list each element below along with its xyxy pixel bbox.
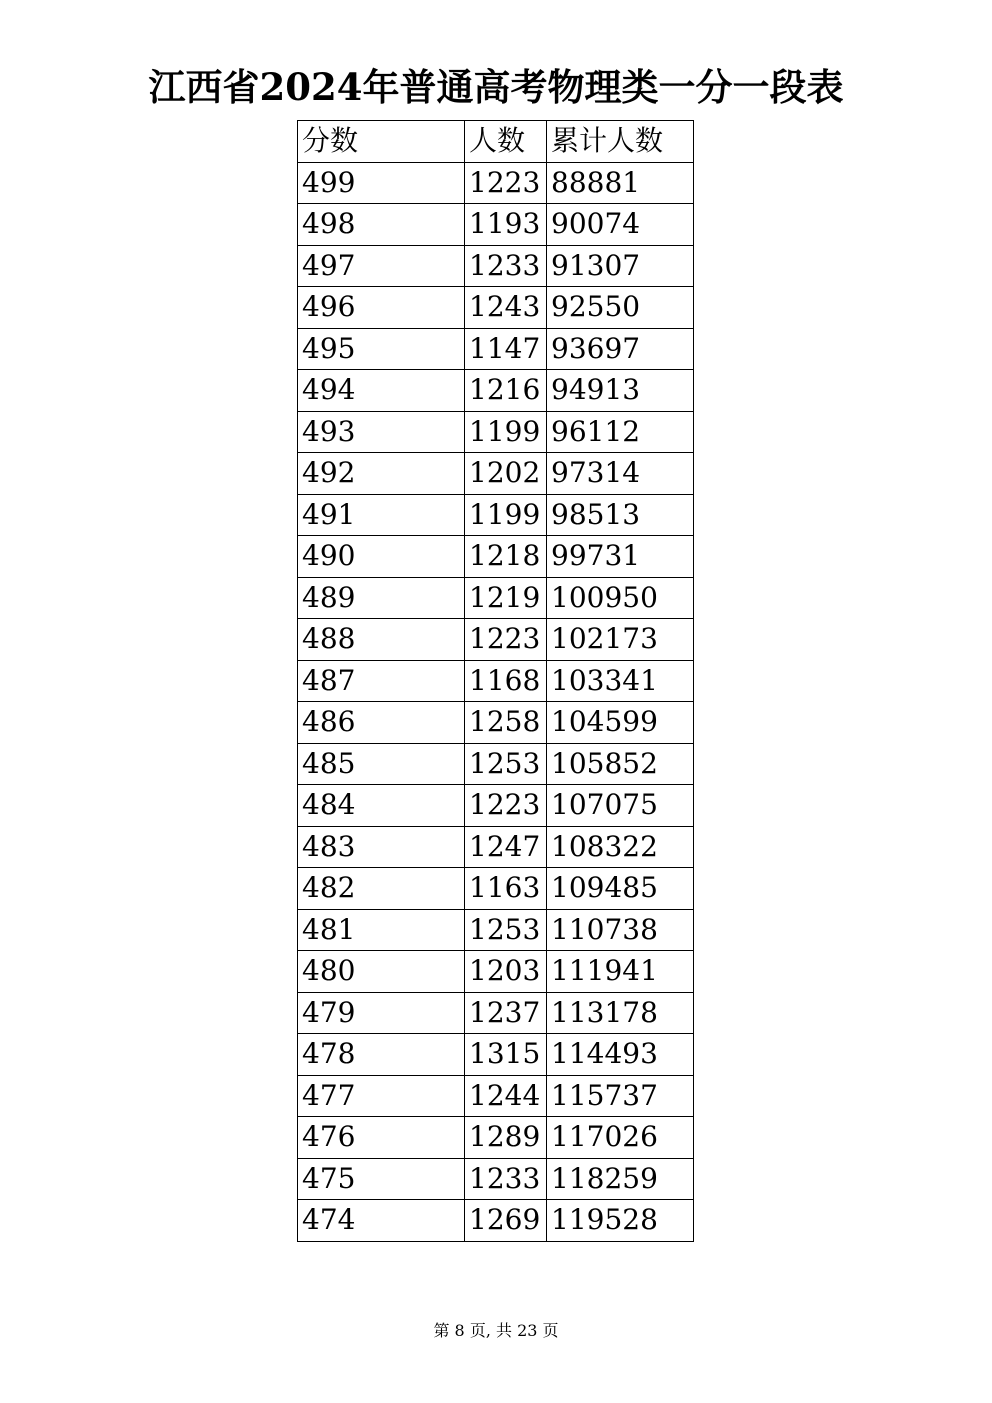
table-row xyxy=(298,494,694,536)
cell-count: 1233 xyxy=(465,1158,547,1200)
cell-cumulative: 91307 xyxy=(547,245,694,287)
cell-count: 1289 xyxy=(465,1117,547,1159)
cell-cumulative: 94913 xyxy=(547,370,694,412)
cell-cumulative: 105852 xyxy=(547,743,694,785)
cell-score: 494 xyxy=(298,370,465,412)
cell-score: 488 xyxy=(298,619,465,661)
table-body xyxy=(298,162,694,1241)
cell-cumulative: 109485 xyxy=(547,868,694,910)
cell-count: 1269 xyxy=(465,1200,547,1242)
table-row xyxy=(298,1158,694,1200)
cell-score: 485 xyxy=(298,743,465,785)
cell-score: 489 xyxy=(298,577,465,619)
cell-cumulative: 92550 xyxy=(547,287,694,329)
cell-cumulative: 108322 xyxy=(547,826,694,868)
cell-score: 480 xyxy=(298,951,465,993)
cell-score: 492 xyxy=(298,453,465,495)
table-row xyxy=(298,660,694,702)
cell-score: 490 xyxy=(298,536,465,578)
cell-cumulative: 110738 xyxy=(547,909,694,951)
cell-cumulative: 103341 xyxy=(547,660,694,702)
cell-score: 497 xyxy=(298,245,465,287)
cell-cumulative: 102173 xyxy=(547,619,694,661)
cell-cumulative: 99731 xyxy=(547,536,694,578)
table-row xyxy=(298,577,694,619)
cell-score: 496 xyxy=(298,287,465,329)
cell-score: 475 xyxy=(298,1158,465,1200)
cell-score: 495 xyxy=(298,328,465,370)
cell-score: 484 xyxy=(298,785,465,827)
table-row xyxy=(298,536,694,578)
table-row xyxy=(298,951,694,993)
cell-cumulative: 114493 xyxy=(547,1034,694,1076)
cell-cumulative: 117026 xyxy=(547,1117,694,1159)
cell-score: 483 xyxy=(298,826,465,868)
cell-count: 1202 xyxy=(465,453,547,495)
table-row xyxy=(298,204,694,246)
cell-score: 498 xyxy=(298,204,465,246)
cell-count: 1163 xyxy=(465,868,547,910)
cell-cumulative: 98513 xyxy=(547,494,694,536)
table-row xyxy=(298,619,694,661)
table-row xyxy=(298,453,694,495)
table-row xyxy=(298,245,694,287)
cell-count: 1199 xyxy=(465,494,547,536)
cell-count: 1147 xyxy=(465,328,547,370)
cell-cumulative: 97314 xyxy=(547,453,694,495)
cell-count: 1216 xyxy=(465,370,547,412)
header-score: 分数 xyxy=(298,121,465,163)
table-row xyxy=(298,743,694,785)
table-row xyxy=(298,370,694,412)
table-row xyxy=(298,328,694,370)
cell-cumulative: 88881 xyxy=(547,162,694,204)
cell-score: 481 xyxy=(298,909,465,951)
cell-count: 1253 xyxy=(465,743,547,785)
cell-cumulative: 104599 xyxy=(547,702,694,744)
cell-score: 479 xyxy=(298,992,465,1034)
cell-cumulative: 93697 xyxy=(547,328,694,370)
table-row xyxy=(298,909,694,951)
table-row xyxy=(298,1034,694,1076)
table-row xyxy=(298,287,694,329)
table-row xyxy=(298,868,694,910)
cell-score: 493 xyxy=(298,411,465,453)
header-cumulative: 累计人数 xyxy=(547,121,694,163)
table-row xyxy=(298,702,694,744)
cell-score: 491 xyxy=(298,494,465,536)
table-row xyxy=(298,1075,694,1117)
table-row xyxy=(298,162,694,204)
table-row xyxy=(298,1117,694,1159)
cell-count: 1237 xyxy=(465,992,547,1034)
cell-count: 1223 xyxy=(465,162,547,204)
cell-cumulative: 90074 xyxy=(547,204,694,246)
cell-count: 1315 xyxy=(465,1034,547,1076)
table-row xyxy=(298,785,694,827)
cell-count: 1233 xyxy=(465,245,547,287)
cell-cumulative: 115737 xyxy=(547,1075,694,1117)
table-row xyxy=(298,411,694,453)
cell-cumulative: 111941 xyxy=(547,951,694,993)
page-footer: 第 8 页, 共 23 页 xyxy=(433,1321,559,1340)
cell-count: 1218 xyxy=(465,536,547,578)
cell-cumulative: 100950 xyxy=(547,577,694,619)
cell-count: 1223 xyxy=(465,785,547,827)
cell-cumulative: 96112 xyxy=(547,411,694,453)
table-row xyxy=(298,1200,694,1242)
cell-count: 1247 xyxy=(465,826,547,868)
cell-count: 1203 xyxy=(465,951,547,993)
cell-count: 1168 xyxy=(465,660,547,702)
cell-score: 477 xyxy=(298,1075,465,1117)
cell-count: 1193 xyxy=(465,204,547,246)
cell-cumulative: 113178 xyxy=(547,992,694,1034)
cell-count: 1223 xyxy=(465,619,547,661)
cell-count: 1258 xyxy=(465,702,547,744)
cell-cumulative: 118259 xyxy=(547,1158,694,1200)
cell-count: 1219 xyxy=(465,577,547,619)
table-row xyxy=(298,826,694,868)
cell-cumulative: 119528 xyxy=(547,1200,694,1242)
table-header-row xyxy=(298,121,694,163)
score-distribution-table xyxy=(297,120,694,1242)
cell-cumulative: 107075 xyxy=(547,785,694,827)
cell-score: 499 xyxy=(298,162,465,204)
cell-score: 478 xyxy=(298,1034,465,1076)
table-row xyxy=(298,992,694,1034)
cell-count: 1243 xyxy=(465,287,547,329)
cell-score: 482 xyxy=(298,868,465,910)
cell-count: 1253 xyxy=(465,909,547,951)
cell-count: 1244 xyxy=(465,1075,547,1117)
cell-score: 486 xyxy=(298,702,465,744)
header-count: 人数 xyxy=(465,121,547,163)
cell-score: 474 xyxy=(298,1200,465,1242)
cell-count: 1199 xyxy=(465,411,547,453)
cell-score: 487 xyxy=(298,660,465,702)
cell-score: 476 xyxy=(298,1117,465,1159)
page-title: 江西省2024年普通高考物理类一分一段表 xyxy=(148,65,844,109)
